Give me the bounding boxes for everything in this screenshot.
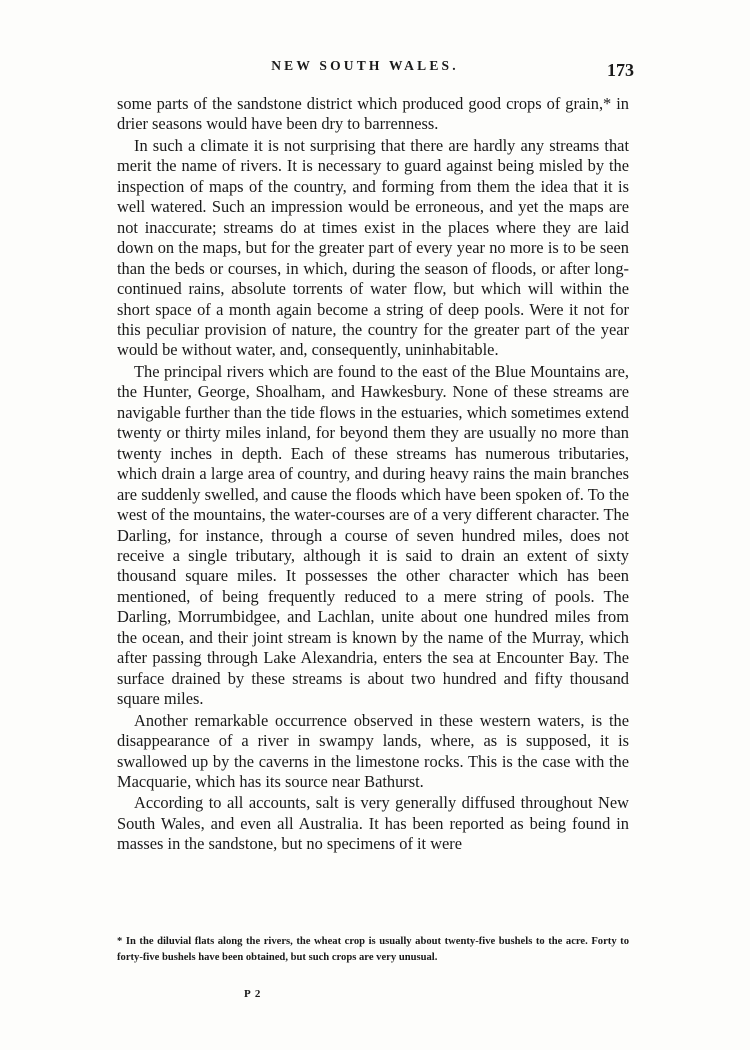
paragraph-continuation: some parts of the sandstone district which produced good crops of grain,* in drier seasons would have been dry to barrenness. [117,94,629,134]
footnote: * In the diluvial flats along the rivers, the wheat crop is usually about twenty-five bushels to the acre. Forty to forty-five bushels have been obtained, but such crops are very unusual. [117,936,629,963]
paragraph-western-waters: Another remarkable occurrence observed in these western waters, is the disappearance of a river in swampy lands, where, as is supposed, it is swallowed up by the caverns in the limestone rocks. This is the case with the Macquarie, which has its source near Bathurst. [117,710,629,791]
paragraph-salt: According to all accounts, salt is very generally diffused throughout New South Wales, and even all Australia. It has been reported as being found in masses in the sandstone, but no specimens of it were [117,793,629,854]
paragraph-principal-rivers: The principal rivers which are found to the east of the Blue Mountains are, the Hunter, George, Shoalham, and Hawkesbury. None of these streams are navigable further than the tide flows in the estuaries, which sometimes extend twenty or thirty miles inland, for beyond them they are usually no more than twenty inches in depth. Each of these streams has numerous tributaries, which drain a large area of country, and during heavy rains the main branches are suddenly swelled, and cause the floods which have been spoken of. To the west of the mountains, the water-courses are of a very different character. The Darling, for instance, through a course of seven hundred miles, does not receive a single tributary, although it is said to drain an extent of sixty thousand square miles. It possesses the other character which has been mentioned, of being frequently reduced to a mere string of pools. The Darling, Morrumbidgee, and Lachlan, unite about one hundred miles from the ocean, and their joint stream is known by the name of the Murray, which after passing through Lake Alexandria, enters the sea at Encounter Bay. The surface drained by these streams is about two hundred and fifty thousand square miles. [117,361,629,709]
body-text [117,94,629,855]
paragraph-rivers-climate: In such a climate it is not surprising that there are hardly any streams that merit the name of rivers. It is necessary to guard against being misled by the inspection of maps of the country, and forming from them the idea that it is well watered. Such an impression would be erroneous, and yet the maps are not inaccurate; streams do at times exist in the places where they are laid down on the maps, but for the greater part of every year no more is to be seen than the beds or courses, in which, during the season of floods, or after long-continued rains, absolute torrents of water flow, but which will within the short space of a month again become a string of deep pools. Were it not for this peculiar provision of nature, the country for the greater part of the year would be without water, and, consequently, uninhabitable. [117,135,629,360]
page-number: 173 [607,60,634,80]
signature-mark: P 2 [244,988,262,1000]
running-head [0,58,750,88]
running-title: NEW SOUTH WALES. [271,58,459,73]
